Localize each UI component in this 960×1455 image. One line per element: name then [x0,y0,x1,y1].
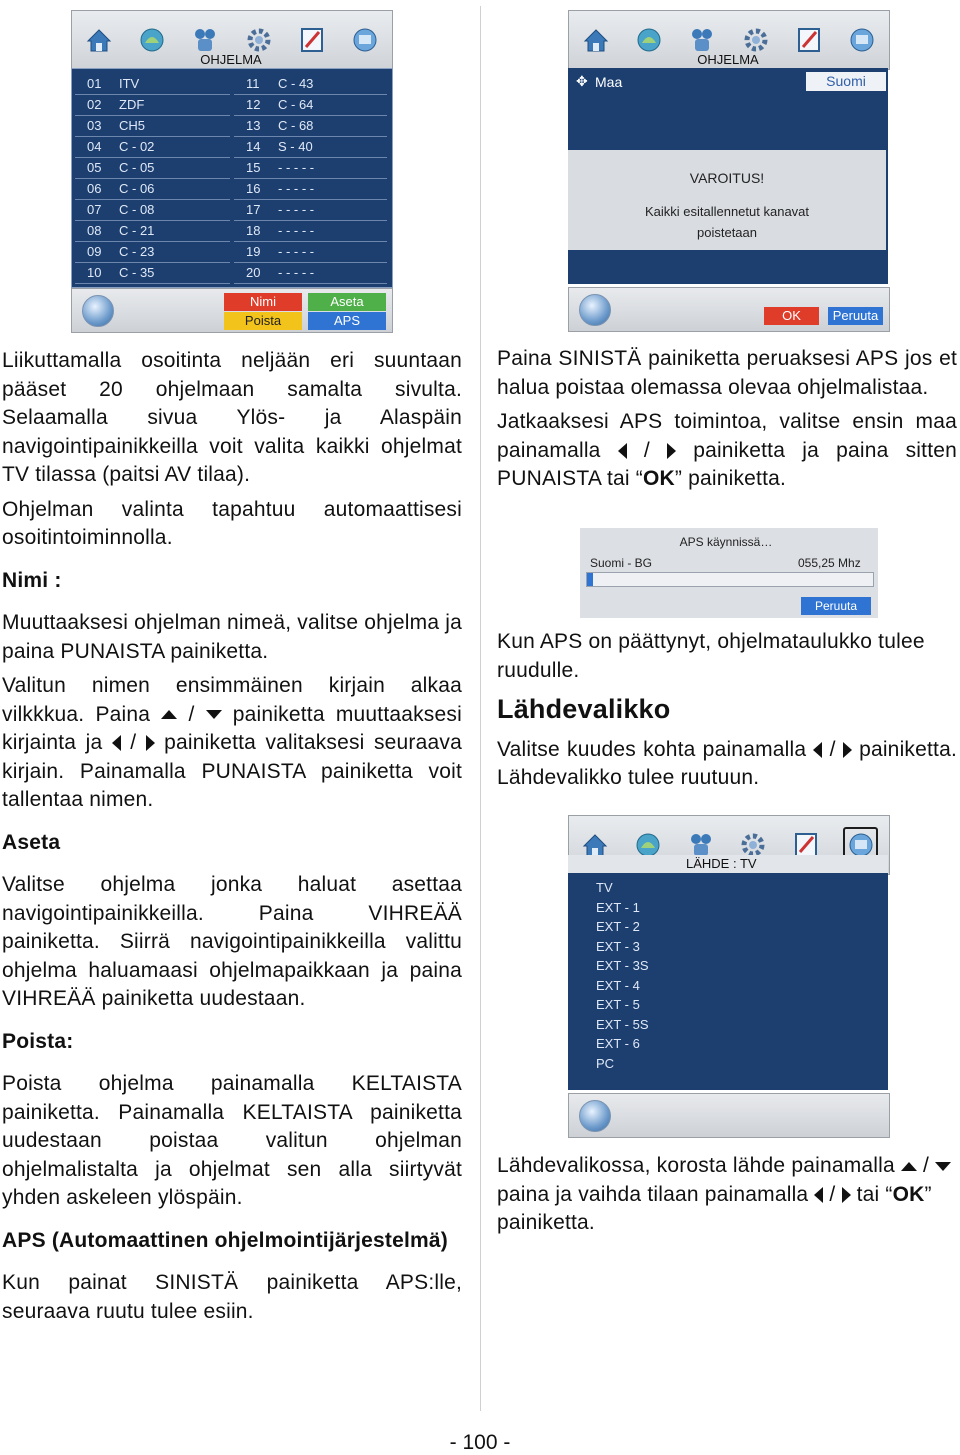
channel-row[interactable] [75,263,230,284]
menu-bottom-bar [568,287,890,332]
name-button[interactable]: Nimi [224,293,302,311]
right-column-text-top [497,345,957,500]
channel-row[interactable] [75,137,230,158]
channel-name: S - 40 [278,139,313,154]
rename-text-c: painiketta valitaksesi seuraava kirjain. Painamalla PUNAISTA painiketta voit tallentaa nimen. [2,731,462,811]
aps-progress-dialog [580,528,878,618]
paragraph-source-open [497,736,957,793]
channel-number: 14 [246,139,261,154]
paragraph-navigation: Liikuttamalla osoitinta neljään eri suuntaan pääset 20 ohjelmaan samalta sivulta. Selaamalla sivua Ylös- ja Alaspäin navigointipainikkeilla voit valita kaikki ohjelmat TV tilassa (paitsi AV tilaa). [2,349,462,486]
channel-name: C - 35 [119,265,155,280]
insert-button[interactable]: Aseta [308,293,386,311]
channel-number: 12 [246,97,261,112]
channel-row[interactable] [234,179,387,200]
channel-row[interactable] [234,158,387,179]
channel-name: C - 05 [119,160,155,175]
delete-button[interactable]: Poista [224,312,302,330]
source-select-text-a: Lähdevalikossa, korosta lähde painamalla [497,1154,895,1177]
source-list [568,873,888,1090]
aps-progress-bar [586,572,874,587]
paragraph-aps-cancel: Paina SINISTÄ painiketta peruaksesi APS jos et halua poistaa olemassa olevaa ohjelmalistaa. [497,347,957,399]
source-item[interactable]: EXT - 3S [596,958,649,973]
channel-row[interactable] [234,263,387,284]
channel-row[interactable] [234,242,387,263]
globe-icon [82,295,114,327]
aps-button[interactable]: APS [308,312,386,330]
channel-row[interactable] [234,137,387,158]
column-divider [480,6,481,1411]
menu-title: OHJELMA [697,52,759,67]
channel-row[interactable] [75,242,230,263]
channel-row[interactable] [75,116,230,137]
channel-name: C - 06 [119,181,155,196]
channel-column-left [75,74,230,284]
channel-number: 20 [246,265,261,280]
slash: / [643,438,650,462]
channel-number: 08 [87,223,102,238]
source-item[interactable]: EXT - 6 [596,1036,640,1051]
channel-number: 02 [87,97,102,112]
channel-number: 03 [87,118,102,133]
channel-name: - - - - - [278,244,315,259]
channel-row[interactable] [75,221,230,242]
arrow-down-icon [206,710,222,719]
arrow-left-icon [814,1187,823,1203]
channel-name: - - - - - [278,223,315,238]
channel-number: 15 [246,160,261,175]
arrow-left-icon [618,443,627,459]
channel-number: 13 [246,118,261,133]
channel-name: - - - - - [278,202,315,217]
channel-name: - - - - - [278,160,315,175]
aps-frequency: 055,25 Mhz [798,556,861,570]
channel-number: 01 [87,76,102,91]
heading-insert: Aseta [2,830,61,854]
ok-key-label: OK [642,467,675,490]
source-title-strip [568,855,888,873]
continue-text-c: ” painiketta. [674,467,787,490]
channel-table [71,68,393,288]
channel-name: C - 43 [278,76,314,91]
channel-number: 10 [87,265,102,280]
channel-name: C - 64 [278,97,314,112]
channel-name: ITV [119,76,140,91]
channel-number: 18 [246,223,261,238]
channel-number: 16 [246,181,261,196]
source-select-text-d: ” painiketta. [497,1182,932,1234]
source-item[interactable]: EXT - 5S [596,1016,649,1032]
channel-name: C - 02 [119,139,155,154]
page-number: - 100 - [449,1431,511,1454]
channel-number: 09 [87,244,102,259]
source-item[interactable]: PC [596,1055,615,1071]
arrow-right-icon [842,1187,851,1203]
heading-delete: Poista: [2,1029,74,1053]
channel-name: C - 23 [119,244,155,259]
paragraph-aps: Kun painat SINISTÄ painiketta APS:lle, seuraava ruutu tulee esiin. [2,1271,462,1323]
source-item[interactable]: EXT - 5 [596,997,640,1012]
aps-progress-title: APS käynnissä… [679,535,773,549]
channel-name: C - 08 [119,202,155,217]
channel-row[interactable] [234,95,387,116]
rename-text-b: painiketta muuttaaksesi kirjainta ja [2,702,462,754]
paragraph-delete: Poista ohjelma painamalla KELTAISTA painiketta. Painamalla KELTAISTA painiketta uudestaan poistaa valitun ohjelman ohjelmalistalta ja ohjelmat sen alla siirtyvät yhden askeleen ylöspäin. [2,1072,462,1209]
warning-title: VAROITUS! [689,170,765,186]
channel-name: - - - - - [278,265,315,280]
heading-aps: APS (Automaattinen ohjelmointijärjestelmä) [2,1228,448,1252]
source-item[interactable]: EXT - 2 [596,919,640,934]
channel-row[interactable] [234,221,387,242]
continue-text-b: painiketta ja paina sitten PUNAISTA tai “ [497,438,957,490]
move-cursor-icon: ✥ [576,73,588,89]
channel-row[interactable] [75,95,230,116]
globe-icon [579,1100,611,1132]
heading-source-menu: Lähdevalikko [497,694,671,724]
channel-name: CH5 [119,118,146,133]
source-item[interactable]: EXT - 4 [596,977,640,993]
source-items [596,878,876,1073]
channel-number: 04 [87,139,102,154]
menu-bottom-bar [71,288,393,333]
menu-bottom-bar [568,1093,890,1138]
ok-button[interactable]: OK [764,307,819,325]
aps-country: Suomi - BG [590,556,653,570]
slash: / [829,1182,836,1206]
arrow-down-icon [935,1162,951,1171]
aps-cancel-button[interactable]: Peruuta [801,597,871,615]
slash: / [130,731,137,754]
menu-title: OHJELMA [200,52,262,67]
source-item[interactable]: EXT - 1 [596,899,640,915]
paragraph-source-select [497,1152,957,1238]
arrow-left-icon [813,742,822,758]
slash: / [188,702,195,726]
source-open-text-b: painiketta. Lähdevalikko tulee ruutuun. [497,737,957,789]
country-label: Maa [595,74,623,90]
source-item[interactable]: EXT - 3 [596,938,640,954]
channel-row[interactable] [75,158,230,179]
paragraph-aps-done: Kun APS on päättynyt, ohjelmataulukko tulee ruudulle. [497,630,925,682]
channel-number: 05 [87,160,102,175]
channel-number: 19 [246,244,261,259]
paragraph-rename: Muuttaaksesi ohjelman nimeä, valitse ohjelma ja paina PUNAISTA painiketta. [2,611,462,663]
channel-number: 11 [246,76,260,91]
right-column-text-bottom [497,1152,957,1244]
rename-text-a: Valitun nimen ensimmäinen kirjain alkaa vilkkkua. Paina [2,674,462,726]
paragraph-aps-continue [497,408,957,494]
heading-name: Nimi : [2,568,62,592]
channel-row[interactable] [75,200,230,221]
source-select-text-b: paina ja vaihda tilaan painamalla [497,1182,809,1206]
paragraph-rename-keys [2,672,462,815]
right-column-text-middle [497,628,957,799]
source-select-text-c: tai “ [856,1182,893,1206]
warning-line-2: poistetaan [697,225,757,240]
arrow-up-icon [901,1162,917,1171]
channel-name: C - 21 [119,223,155,238]
source-item[interactable]: TV [596,880,613,895]
channel-number: 06 [87,181,102,196]
channel-column-right [234,74,387,284]
aps-progress-fill [587,573,593,586]
arrow-right-icon [146,735,155,751]
arrow-up-icon [161,710,177,719]
left-column-text [2,347,462,1332]
country-select[interactable]: Suomi [806,72,886,91]
channel-row[interactable] [75,74,230,95]
channel-row[interactable] [234,200,387,221]
warning-box [568,150,886,250]
continue-text-a: Jatkaaksesi APS toimintoa, valitse ensin maa painamalla [497,410,957,462]
arrow-left-icon [112,735,121,751]
channel-name: C - 68 [278,118,314,133]
source-open-text-a: Valitse kuudes kohta painamalla [497,737,807,761]
ok-key-label: OK [892,1182,925,1206]
arrow-right-icon [843,742,852,758]
paragraph-selection: Ohjelman valinta tapahtuu automaattisesi osoitintoiminnolla. [2,497,462,549]
channel-row[interactable] [234,116,387,137]
globe-icon [579,294,611,326]
warning-line-1: Kaikki esitallennetut kanavat [644,204,810,219]
cancel-button[interactable]: Peruuta [828,307,883,325]
channel-number: 07 [87,202,102,217]
slash: / [923,1154,930,1177]
arrow-right-icon [667,443,676,459]
source-menu-title: LÄHDE : TV [686,856,757,871]
slash: / [829,737,836,761]
aps-panel [568,68,888,284]
channel-number: 17 [246,202,261,217]
channel-row[interactable] [75,179,230,200]
channel-row[interactable] [234,74,387,95]
paragraph-insert: Valitse ohjelma jonka haluat asettaa navigointipainikkeilla. Paina VIHREÄÄ painiketta. Siirrä navigointipainikkeilla valittu ohjelma haluamaasi ohjelmapaikkaan ja paina VIHREÄÄ painiketta uudestaan. [2,873,462,1010]
channel-name: ZDF [119,97,145,112]
channel-name: - - - - - [278,181,315,196]
